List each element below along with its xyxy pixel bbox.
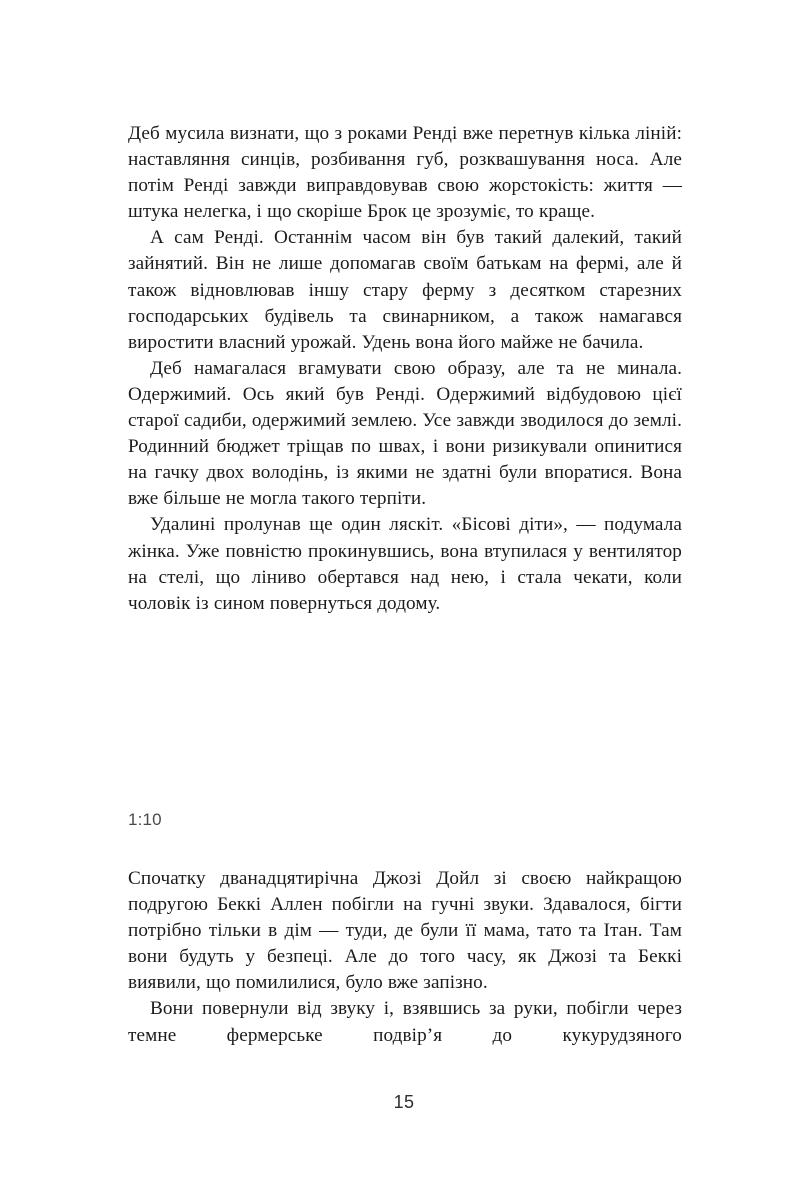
paragraph: Удалині пролунав ще один ляскіт. «Бісові діти», — подумала жінка. Уже повністю прокинувшись, вона втупилася у вентилятор на стелі, що ліниво обертався над нею, і стала чекати, коли чоловік із сином повернуться додому. [128, 514, 682, 614]
secondary-text-block [128, 866, 682, 1049]
paragraph: Деб мусила визнати, що з роками Ренді вже перетнув кілька ліній: наставляння синців, розбивання губ, розквашування носа. Але потім Ренді завжди виправдовував свою жорстокість: життя — штука нелегка, і що скоріше Брок це зрозуміє, то краще. [128, 123, 682, 223]
main-text-block [128, 121, 682, 617]
paragraph: Вони повернули від звуку і, взявшись за руки, побігли через темне фермерське подвір’я до кукурудзяного [128, 998, 682, 1046]
section-time-marker: 1:10 [128, 810, 162, 829]
paragraph: А сам Ренді. Останнім часом він був такий далекий, такий зайнятий. Він не лише допомагав своїм батькам на фермі, але й також відновлював іншу стару ферму з десятком старезних господарських будівель та свинарником, а також намагався виростити власний урожай. Удень вона його майже не бачила. [128, 227, 682, 353]
paragraph: Спочатку дванадцятирічна Джозі Дойл зі своєю найкращою подругою Беккі Аллен побігли на гучні звуки. Здавалося, бігти потрібно тільки в дім — туди, де були її мама, тато та Ітан. Там вони будуть у безпеці. Але до того часу, як Джозі та Беккі виявили, що помилилися, було вже запізно. [128, 868, 682, 994]
paragraph: Деб намагалася вгамувати свою образу, але та не минала. Одержимий. Ось який був Ренді. Одержимий відбудовою цієї старої садиби, одержимий землею. Усе завжди зводилося до землі. Родинний бюджет тріщав по швах, і вони ризикували опинитися на гачку двох володінь, із якими не здатні були впоратися. Вона вже більше не могла такого терпіти. [128, 357, 682, 510]
page-number: 15 [393, 1092, 415, 1112]
